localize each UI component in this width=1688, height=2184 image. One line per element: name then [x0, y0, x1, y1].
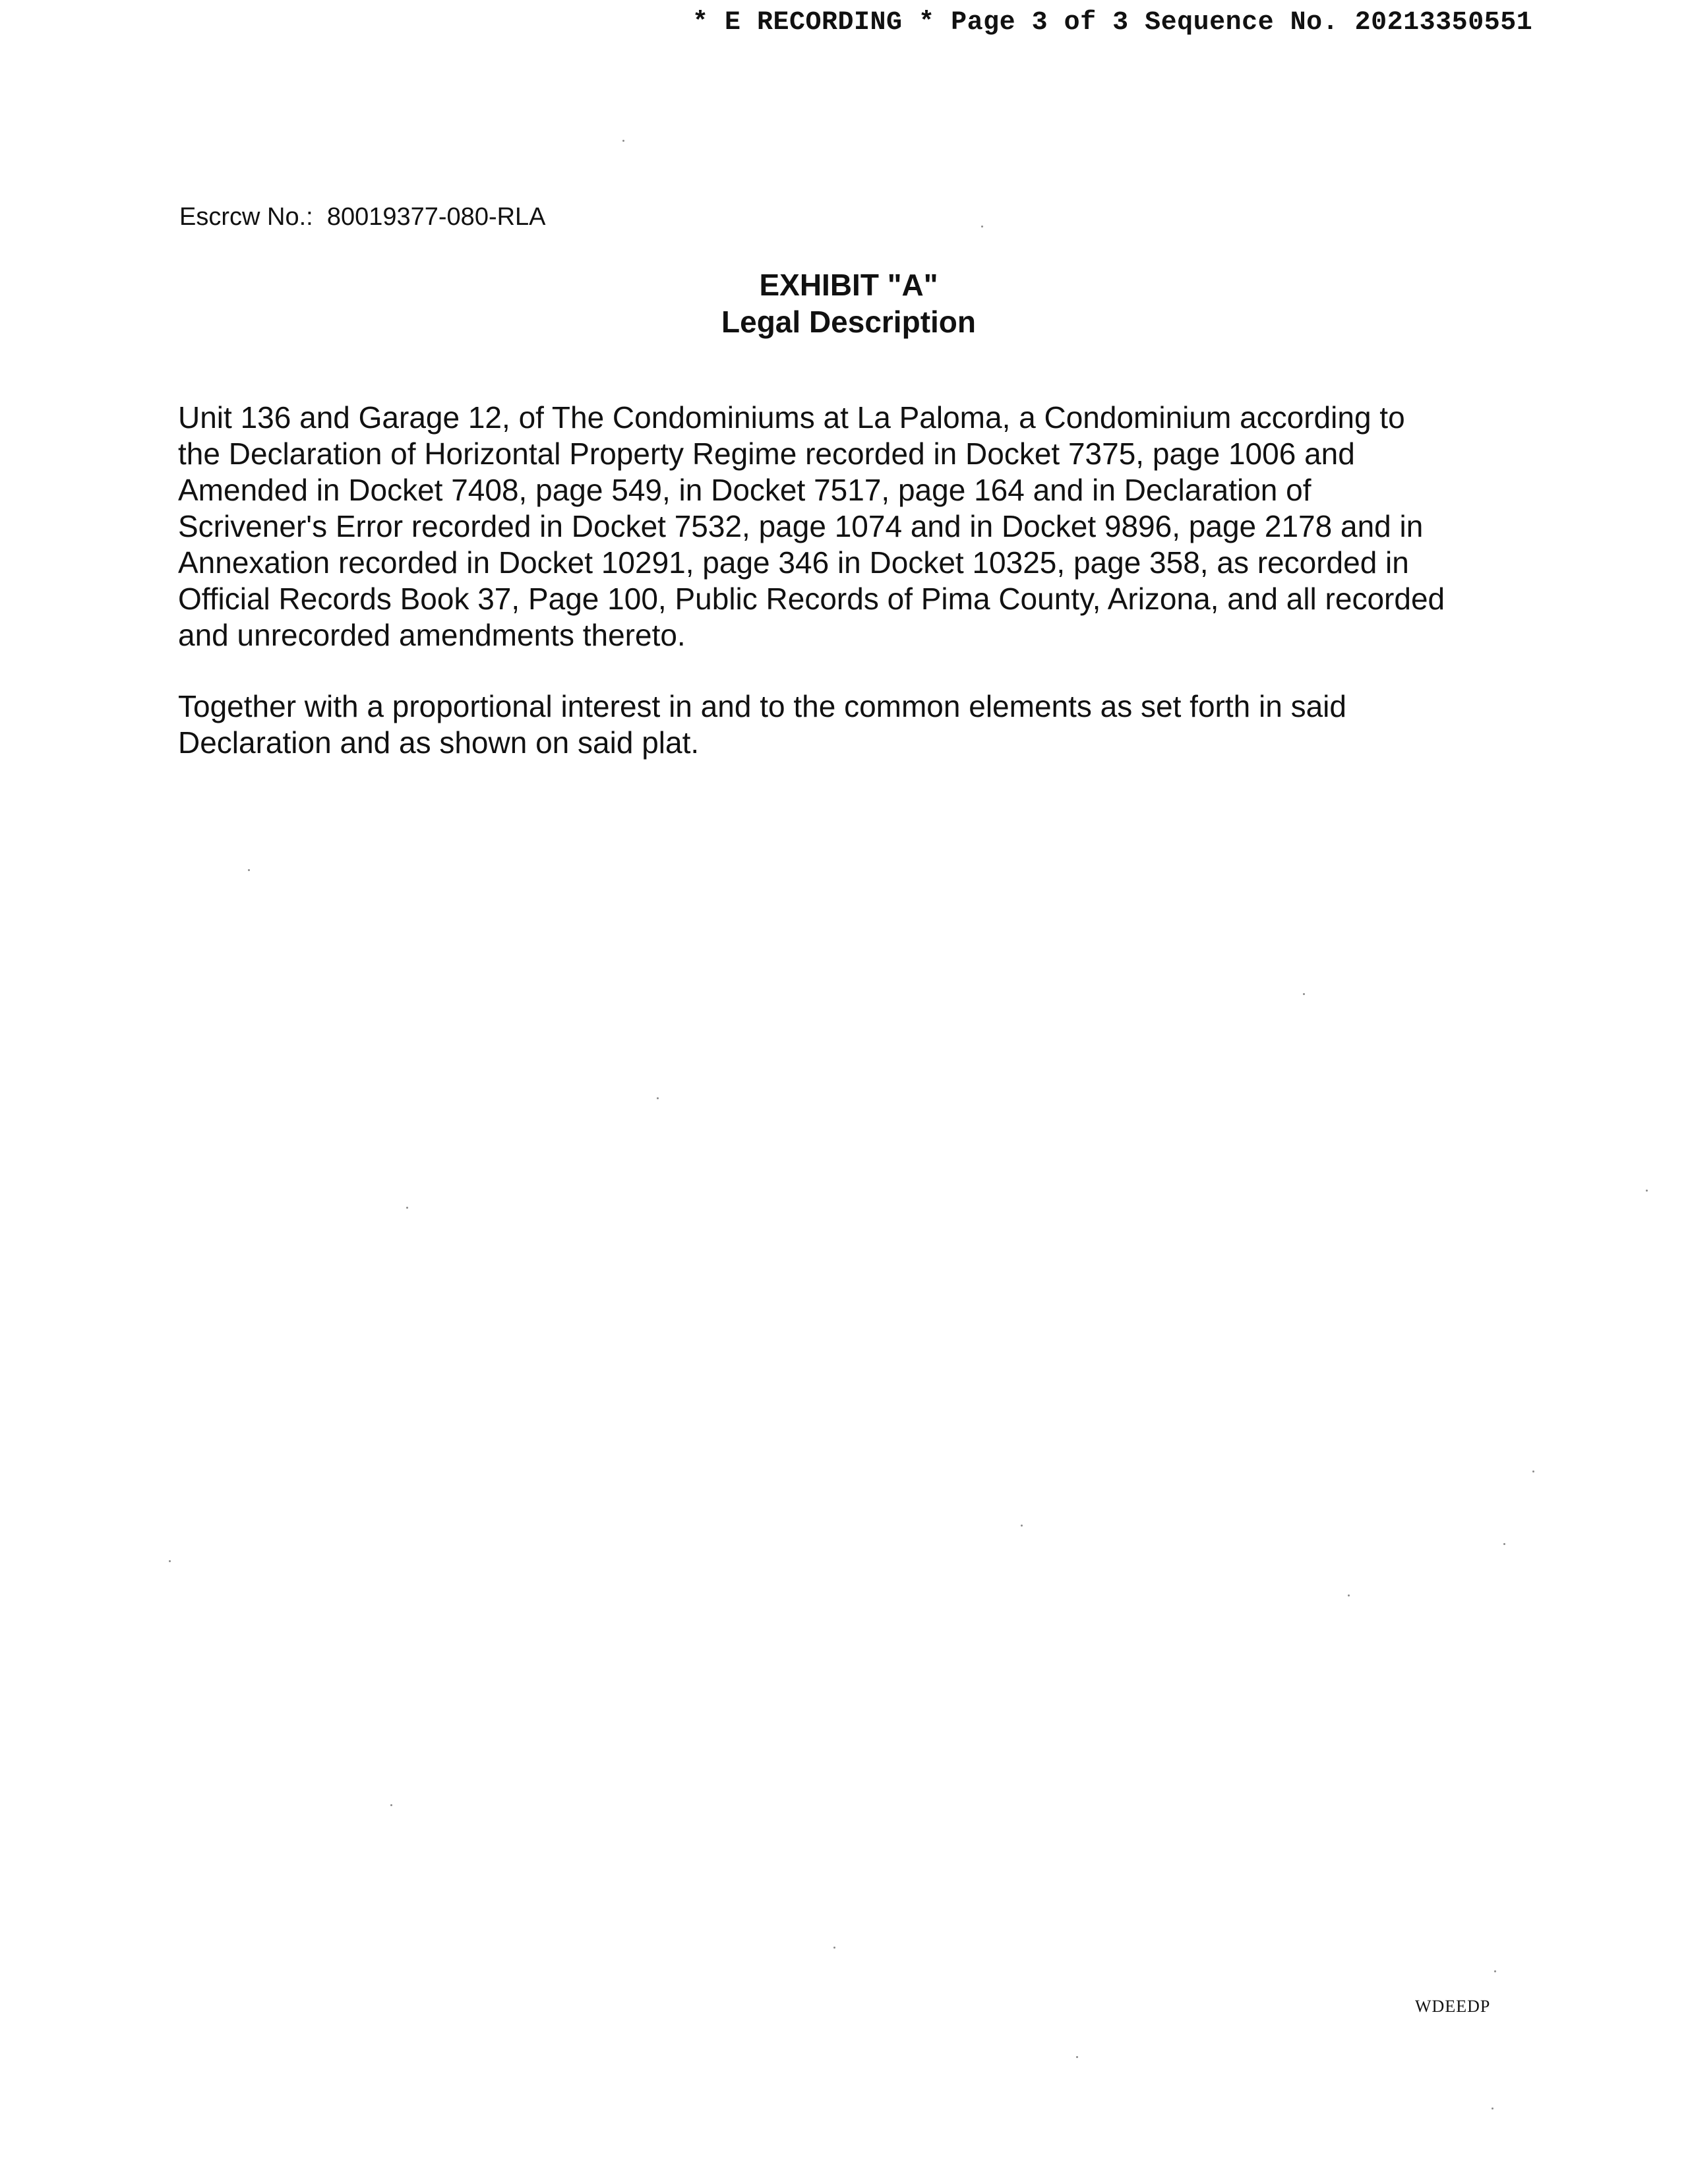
scan-speck — [1021, 1525, 1023, 1527]
escrow-number-line — [179, 203, 546, 231]
paragraph-line: and unrecorded amendments thereto. — [178, 618, 686, 652]
scan-speck — [1076, 2056, 1078, 2058]
exhibit-subtitle: Legal Description — [721, 305, 976, 339]
escrow-number: 80019377-080-RLA — [326, 203, 546, 231]
scan-speck — [1303, 993, 1305, 995]
recording-header: * E RECORDING * Page 3 of 3 Sequence No. 20213350551 — [692, 8, 1533, 38]
scan-speck — [1348, 1594, 1350, 1596]
scan-speck — [833, 1947, 835, 1949]
scan-speck — [981, 226, 983, 228]
paragraph-line: Together with a proportional interest in and to the common elements as set forth in said — [178, 689, 1346, 723]
scan-speck — [1503, 1543, 1505, 1545]
scan-speck — [1646, 1190, 1648, 1192]
exhibit-title: EXHIBIT "A" — [759, 268, 938, 302]
scan-speck — [1494, 1970, 1496, 1972]
paragraph-line: Scrivener's Error recorded in Docket 7532, page 1074 and in Docket 9896, page 2178 and in — [178, 509, 1424, 543]
scan-speck — [1492, 2108, 1493, 2109]
paragraph-line: Unit 136 and Garage 12, of The Condominiums at La Paloma, a Condominium according to — [178, 400, 1405, 435]
paragraph-line: Amended in Docket 7408, page 549, in Docket 7517, page 164 and in Declaration of — [178, 473, 1311, 507]
escrow-label: Escrcw No.: — [179, 203, 313, 231]
scan-speck — [169, 1560, 171, 1562]
paragraph-line: Official Records Book 37, Page 100, Public Records of Pima County, Arizona, and all recorded — [178, 582, 1445, 616]
legal-description-paragraph — [178, 400, 1536, 653]
scan-speck — [622, 140, 624, 142]
scan-speck — [248, 869, 250, 871]
paragraph-line: the Declaration of Horizontal Property Regime recorded in Docket 7375, page 1006 and — [178, 437, 1355, 471]
scan-speck — [406, 1207, 408, 1209]
common-elements-paragraph — [178, 688, 1536, 761]
scan-speck — [657, 1097, 659, 1099]
exhibit-heading — [0, 266, 1688, 340]
scan-speck — [1532, 1471, 1534, 1472]
scan-speck — [390, 1804, 392, 1806]
paragraph-line: Annexation recorded in Docket 10291, page 346 in Docket 10325, page 358, as recorded in — [178, 545, 1409, 580]
footer-form-code: WDEEDP — [1415, 1997, 1491, 2016]
paragraph-line: Declaration and as shown on said plat. — [178, 725, 700, 760]
